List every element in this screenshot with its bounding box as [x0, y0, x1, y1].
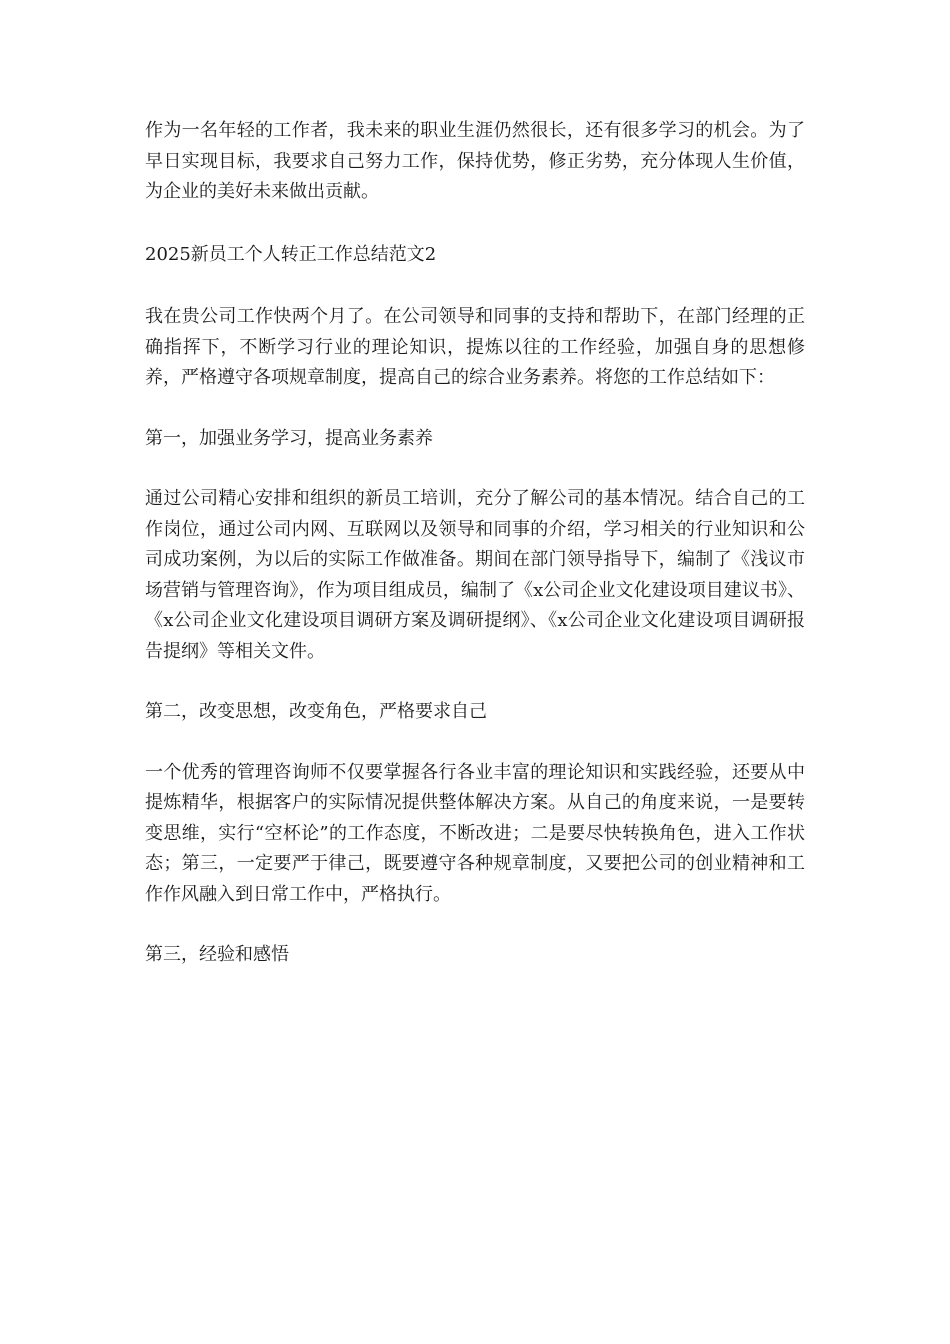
- heading-second: 第二，改变思想，改变角色，严格要求自己: [145, 701, 487, 722]
- heading-first: 第一，加强业务学习，提高业务素养: [145, 427, 433, 449]
- paragraph-intro: 我在贵公司工作快两个月了。在公司领导和同事的支持和帮助下，在部门经理的正确指挥下，不断学习行业的理论知识，提炼以往的工作经验，加强自身的思想修养，严格遵守各项规章制度，提高自己的综合业务素养。将您的工作总结如下：: [145, 306, 805, 388]
- paragraph-career-goals: 作为一名年轻的工作者，我未来的职业生涯仍然很长，还有很多学习的机会。为了早日实现目标，我要求自己努力工作，保持优势，修正劣势，充分体现人生价值，为企业的美好未来做出贡献。: [145, 120, 805, 202]
- section-title-summary-2: 2025新员工个人转正工作总结范文2: [145, 243, 437, 265]
- paragraph-training: 通过公司精心安排和组织的新员工培训，充分了解公司的基本情况。结合自己的工作岗位，通过公司内网、互联网以及领导和同事的介绍，学习相关的行业知识和公司成功案例，为以后的实际工作做准备。期间在部门领导指导下，编制了《浅议市场营销与管理咨询》，作为项目组成员，编制了《x公司企业文化建设项目建议书》、《x公司企业文化建设项目调研方案及调研提纲》、《x公司企业文化建设项目调研报告提纲》等相关文件。: [145, 488, 805, 662]
- document-page: [145, 116, 805, 971]
- paragraph-consultant: 一个优秀的管理咨询师不仅要掌握各行各业丰富的理论知识和实践经验，还要从中提炼精华，根据客户的实际情况提供整体解决方案。从自己的角度来说，一是要转变思维，实行“空杯论”的工作态度，不断改进；二是要尽快转换角色，进入工作状态；第三，一定要严于律己，既要遵守各种规章制度，又要把公司的创业精神和工作作风融入到日常工作中，严格执行。: [145, 761, 805, 905]
- heading-third: 第三，经验和感悟: [145, 944, 289, 965]
